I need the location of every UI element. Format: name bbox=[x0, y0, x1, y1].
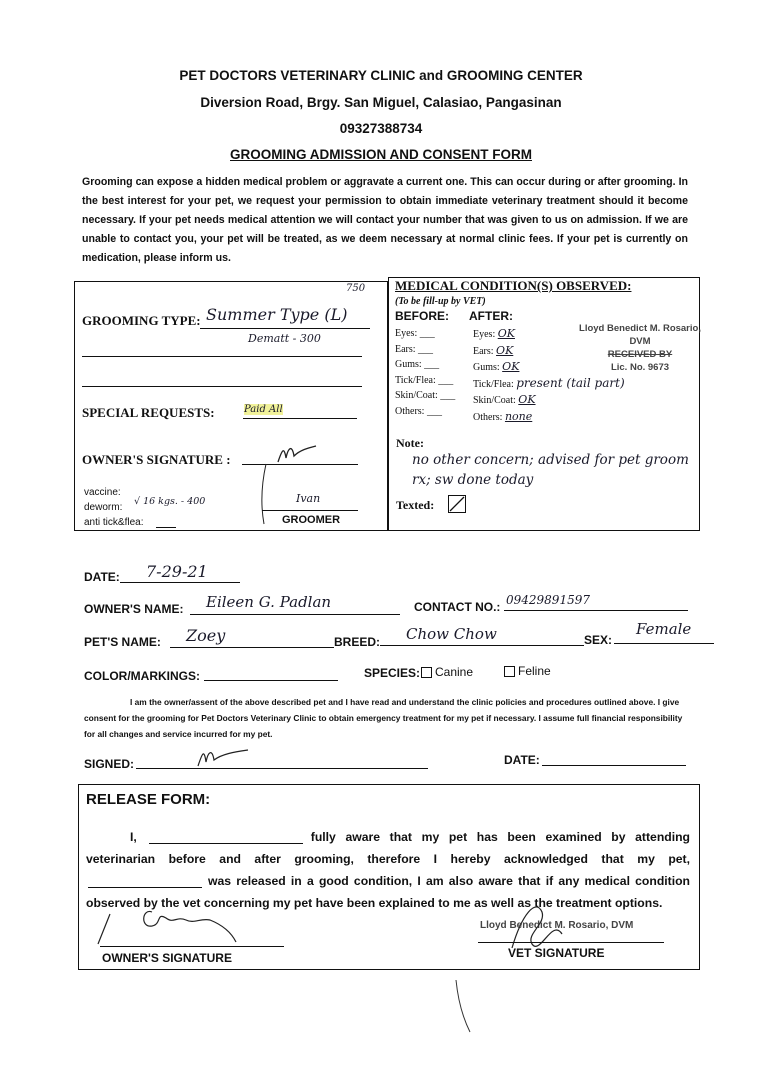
pet-name-value[interactable]: Zoey bbox=[186, 626, 226, 645]
owner-signature-mark bbox=[272, 442, 322, 466]
sex-value[interactable]: Female bbox=[636, 620, 692, 638]
contact-value[interactable]: 09429891597 bbox=[506, 593, 590, 607]
texted-checkbox[interactable] bbox=[448, 495, 466, 513]
owner-signature-label: OWNER'S SIGNATURE : bbox=[82, 452, 231, 467]
color-markings-label: COLOR/MARKINGS: bbox=[84, 669, 200, 683]
medical-subtitle: (To be fill-up by VET) bbox=[395, 296, 486, 307]
antitick-label: anti tick&flea: bbox=[84, 517, 144, 528]
before-list: Eyes: ___ Ears: ___ Gums: ___ Tick/Flea: ___ Skin/Coat: ___ Others: ___ bbox=[395, 328, 456, 417]
contact-label: CONTACT NO.: bbox=[414, 600, 501, 614]
stray-pen-mark bbox=[448, 976, 478, 1036]
signed-label: SIGNED: bbox=[84, 757, 135, 771]
after-label: AFTER: bbox=[469, 309, 513, 323]
feline-checkbox[interactable] bbox=[504, 666, 515, 677]
clinic-name: PET DOCTORS VETERINARY CLINIC and GROOMING CENTER bbox=[179, 68, 583, 83]
groomer-label: GROOMER bbox=[282, 514, 341, 526]
grooming-price-value: 750 bbox=[346, 283, 366, 294]
form-title: GROOMING ADMISSION AND CONSENT FORM bbox=[230, 147, 532, 162]
species-canine-option[interactable]: Canine bbox=[421, 665, 473, 679]
deworm-label: deworm: bbox=[84, 502, 123, 513]
breed-label: BREED: bbox=[334, 635, 381, 649]
release-vet-signature-label: VET SIGNATURE bbox=[508, 946, 605, 960]
texted-label: Texted: bbox=[396, 498, 435, 512]
breed-value[interactable]: Chow Chow bbox=[406, 625, 497, 643]
vet-stamp-top: Lloyd Benedict M. Rosario, DVM RECEIVED BY Lic. No. 9673 bbox=[579, 323, 701, 373]
release-vet-stamp: Lloyd Benedict M. Rosario, DVM bbox=[480, 920, 634, 931]
groomer-divider-mark bbox=[254, 462, 274, 528]
vaccine-label: vaccine: bbox=[84, 487, 121, 498]
grooming-type-label: GROOMING TYPE: bbox=[82, 313, 201, 328]
before-label: BEFORE: bbox=[395, 309, 449, 323]
special-requests-value[interactable]: Paid All bbox=[244, 404, 283, 415]
consent-paragraph: I am the owner/assent of the above described pet and I have read and understand the clinic policies and procedures outlined above. I give consent for the grooming for Pet Doctors Veterinary Clinic to obtain emergency treatment for my pet if necessary. I assume full financial responsibility for all changes and service incurred for my pet. bbox=[84, 697, 683, 739]
after-list: Eyes: OK Ears: OK Gums: OK Tick/Flea: present (tail part) Skin/Coat: OK Others: none bbox=[473, 327, 625, 423]
release-paragraph: I, fully aware that my pet has been examined by attending veterinarian before and after grooming, therefore I hereby acknowledged that my pet, was released in a good condition, I am also aware that if any medical condition observed by the vet concerning my pet have been explained to me as well as the treatment options. bbox=[86, 830, 690, 910]
medical-title: MEDICAL CONDITION(S) OBSERVED: bbox=[395, 278, 632, 293]
owner-name-label: OWNER'S NAME: bbox=[84, 602, 184, 616]
species-feline-option[interactable]: Feline bbox=[504, 664, 551, 678]
canine-checkbox[interactable] bbox=[421, 667, 432, 678]
species-label: SPECIES: bbox=[364, 666, 421, 680]
deworm-value: √ 16 kgs. - 400 bbox=[134, 496, 206, 507]
release-owner-signature-mark bbox=[90, 898, 240, 948]
release-owner-signature-label: OWNER'S SIGNATURE bbox=[102, 951, 232, 965]
date-label: DATE: bbox=[84, 570, 120, 584]
grooming-type-value[interactable]: Summer Type (L) bbox=[206, 305, 348, 324]
release-title: RELEASE FORM: bbox=[86, 791, 211, 808]
special-requests-label: SPECIAL REQUESTS: bbox=[82, 405, 215, 420]
signed-mark bbox=[194, 744, 254, 768]
signed-date-label: DATE: bbox=[504, 753, 540, 767]
clinic-address: Diversion Road, Brgy. San Miguel, Calasiao, Pangasinan bbox=[200, 95, 562, 110]
demat-value: Dematt - 300 bbox=[248, 332, 321, 345]
intro-paragraph: Grooming can expose a hidden medical problem or aggravate a current one. This can occur during or after grooming. In the best interest for your pet, we request your permission to obtain immediate veterinary treatment should it become necessary. If your pet needs medical attention we will contact your number that was given to us on admission. If we are unable to contact you, your pet will be treated, as we deem necessary at normal clinic fees. If your pet is currently on medication, please inform us. bbox=[82, 176, 688, 264]
sex-label: SEX: bbox=[584, 633, 613, 647]
note-value[interactable]: no other concern; advised for pet groom rx; sw done today bbox=[412, 452, 689, 488]
note-label: Note: bbox=[396, 436, 424, 450]
groomer-name: Ivan bbox=[296, 492, 321, 505]
date-value[interactable]: 7-29-21 bbox=[146, 562, 208, 581]
clinic-phone: 09327388734 bbox=[339, 121, 423, 136]
pet-name-label: PET'S NAME: bbox=[84, 635, 161, 649]
owner-name-value[interactable]: Eileen G. Padlan bbox=[206, 593, 332, 611]
